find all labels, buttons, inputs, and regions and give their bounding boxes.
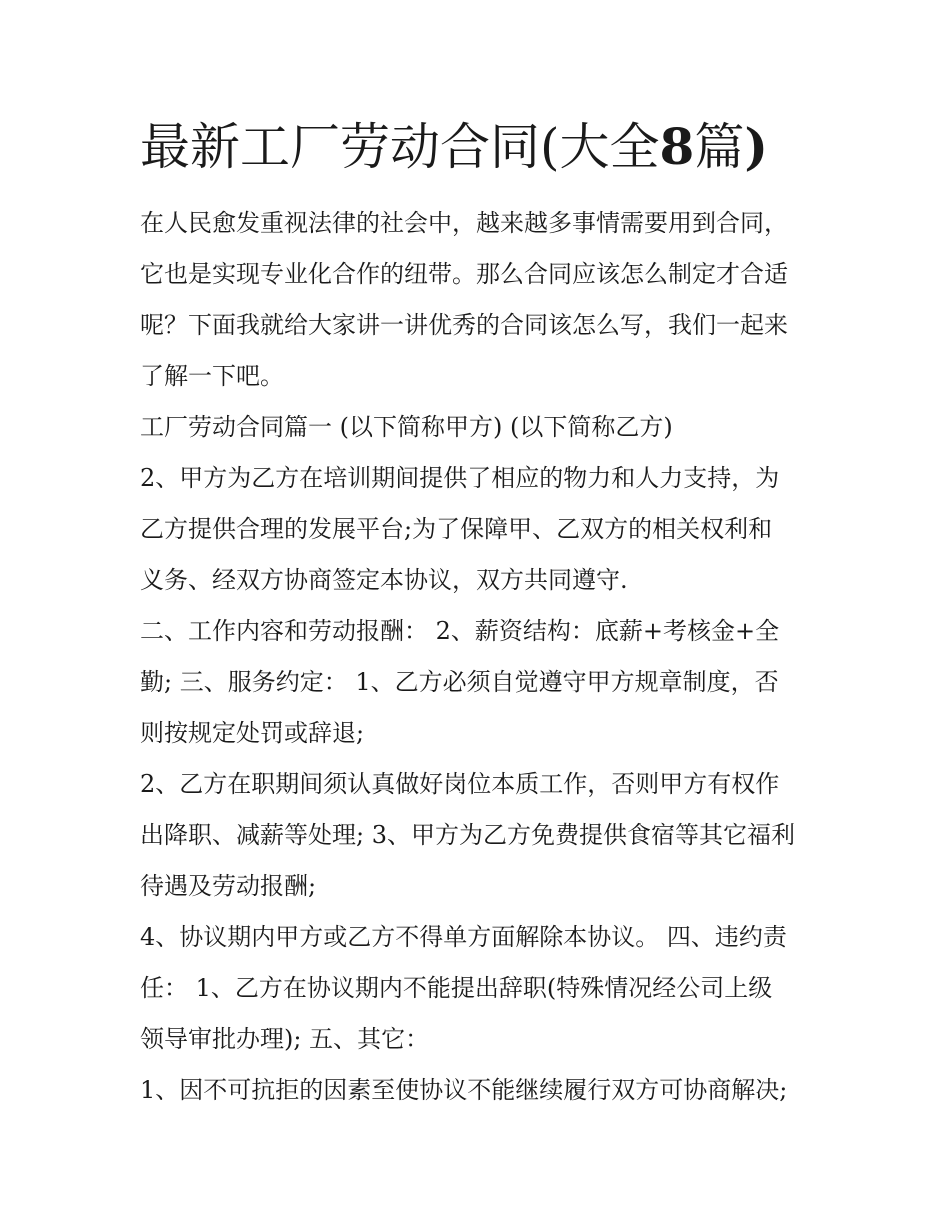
body-line: 它也是实现专业化合作的纽带。那么合同应该怎么制定才合适 <box>140 260 788 288</box>
body-line: 二、工作内容和劳动报酬： 2、薪资结构：底薪+考核金+全 <box>140 617 780 645</box>
body-line: 领导审批办理); 五、其它： <box>140 1025 430 1053</box>
body-line: 则按规定处罚或辞退; <box>140 719 365 747</box>
title-pian: 篇 <box>694 118 745 176</box>
body-line: 待遇及劳动报酬; <box>140 872 317 900</box>
body-line: 2、乙方在职期间须认真做好岗位本质工作，否则甲方有权作 <box>140 770 780 798</box>
title-close-paren: ) <box>744 117 768 176</box>
body-line: 义务、经双方协商签定本协议，双方共同遵守. <box>140 566 628 594</box>
title-number: 8 <box>659 117 695 176</box>
body-line: 乙方提供合理的发展平台;为了保障甲、乙双方的相关权利和 <box>140 515 773 543</box>
body-line: 呢？下面我就给大家讲一讲优秀的合同该怎么写，我们一起来 <box>140 311 788 339</box>
body-line: 了解一下吧。 <box>140 362 284 390</box>
body-line: 勤; 三、服务约定： 1、乙方必须自觉遵守甲方规章制度，否 <box>140 668 779 696</box>
body-line: 1、因不可抗拒的因素至使协议不能继续履行双方可协商解决; <box>140 1076 788 1104</box>
body-line: 出降职、减薪等处理; 3、甲方为乙方免费提供食宿等其它福利 <box>140 821 795 849</box>
body-line: 任： 1、乙方在协议期内不能提出辞职(特殊情况经公司上级 <box>140 974 773 1002</box>
title-main: 最新工厂劳动合同(大全 <box>140 118 660 176</box>
body-line: 4、协议期内甲方或乙方不得单方面解除本协议。 四、违约责 <box>140 923 787 951</box>
document-body <box>140 198 820 1116</box>
body-line: 工厂劳动合同篇一 (以下简称甲方) (以下简称乙方) <box>140 413 673 441</box>
body-line: 2、甲方为乙方在培训期间提供了相应的物力和人力支持，为 <box>140 464 780 492</box>
document-title <box>140 112 768 182</box>
body-line: 在人民愈发重视法律的社会中，越来越多事情需要用到合同， <box>140 209 788 237</box>
